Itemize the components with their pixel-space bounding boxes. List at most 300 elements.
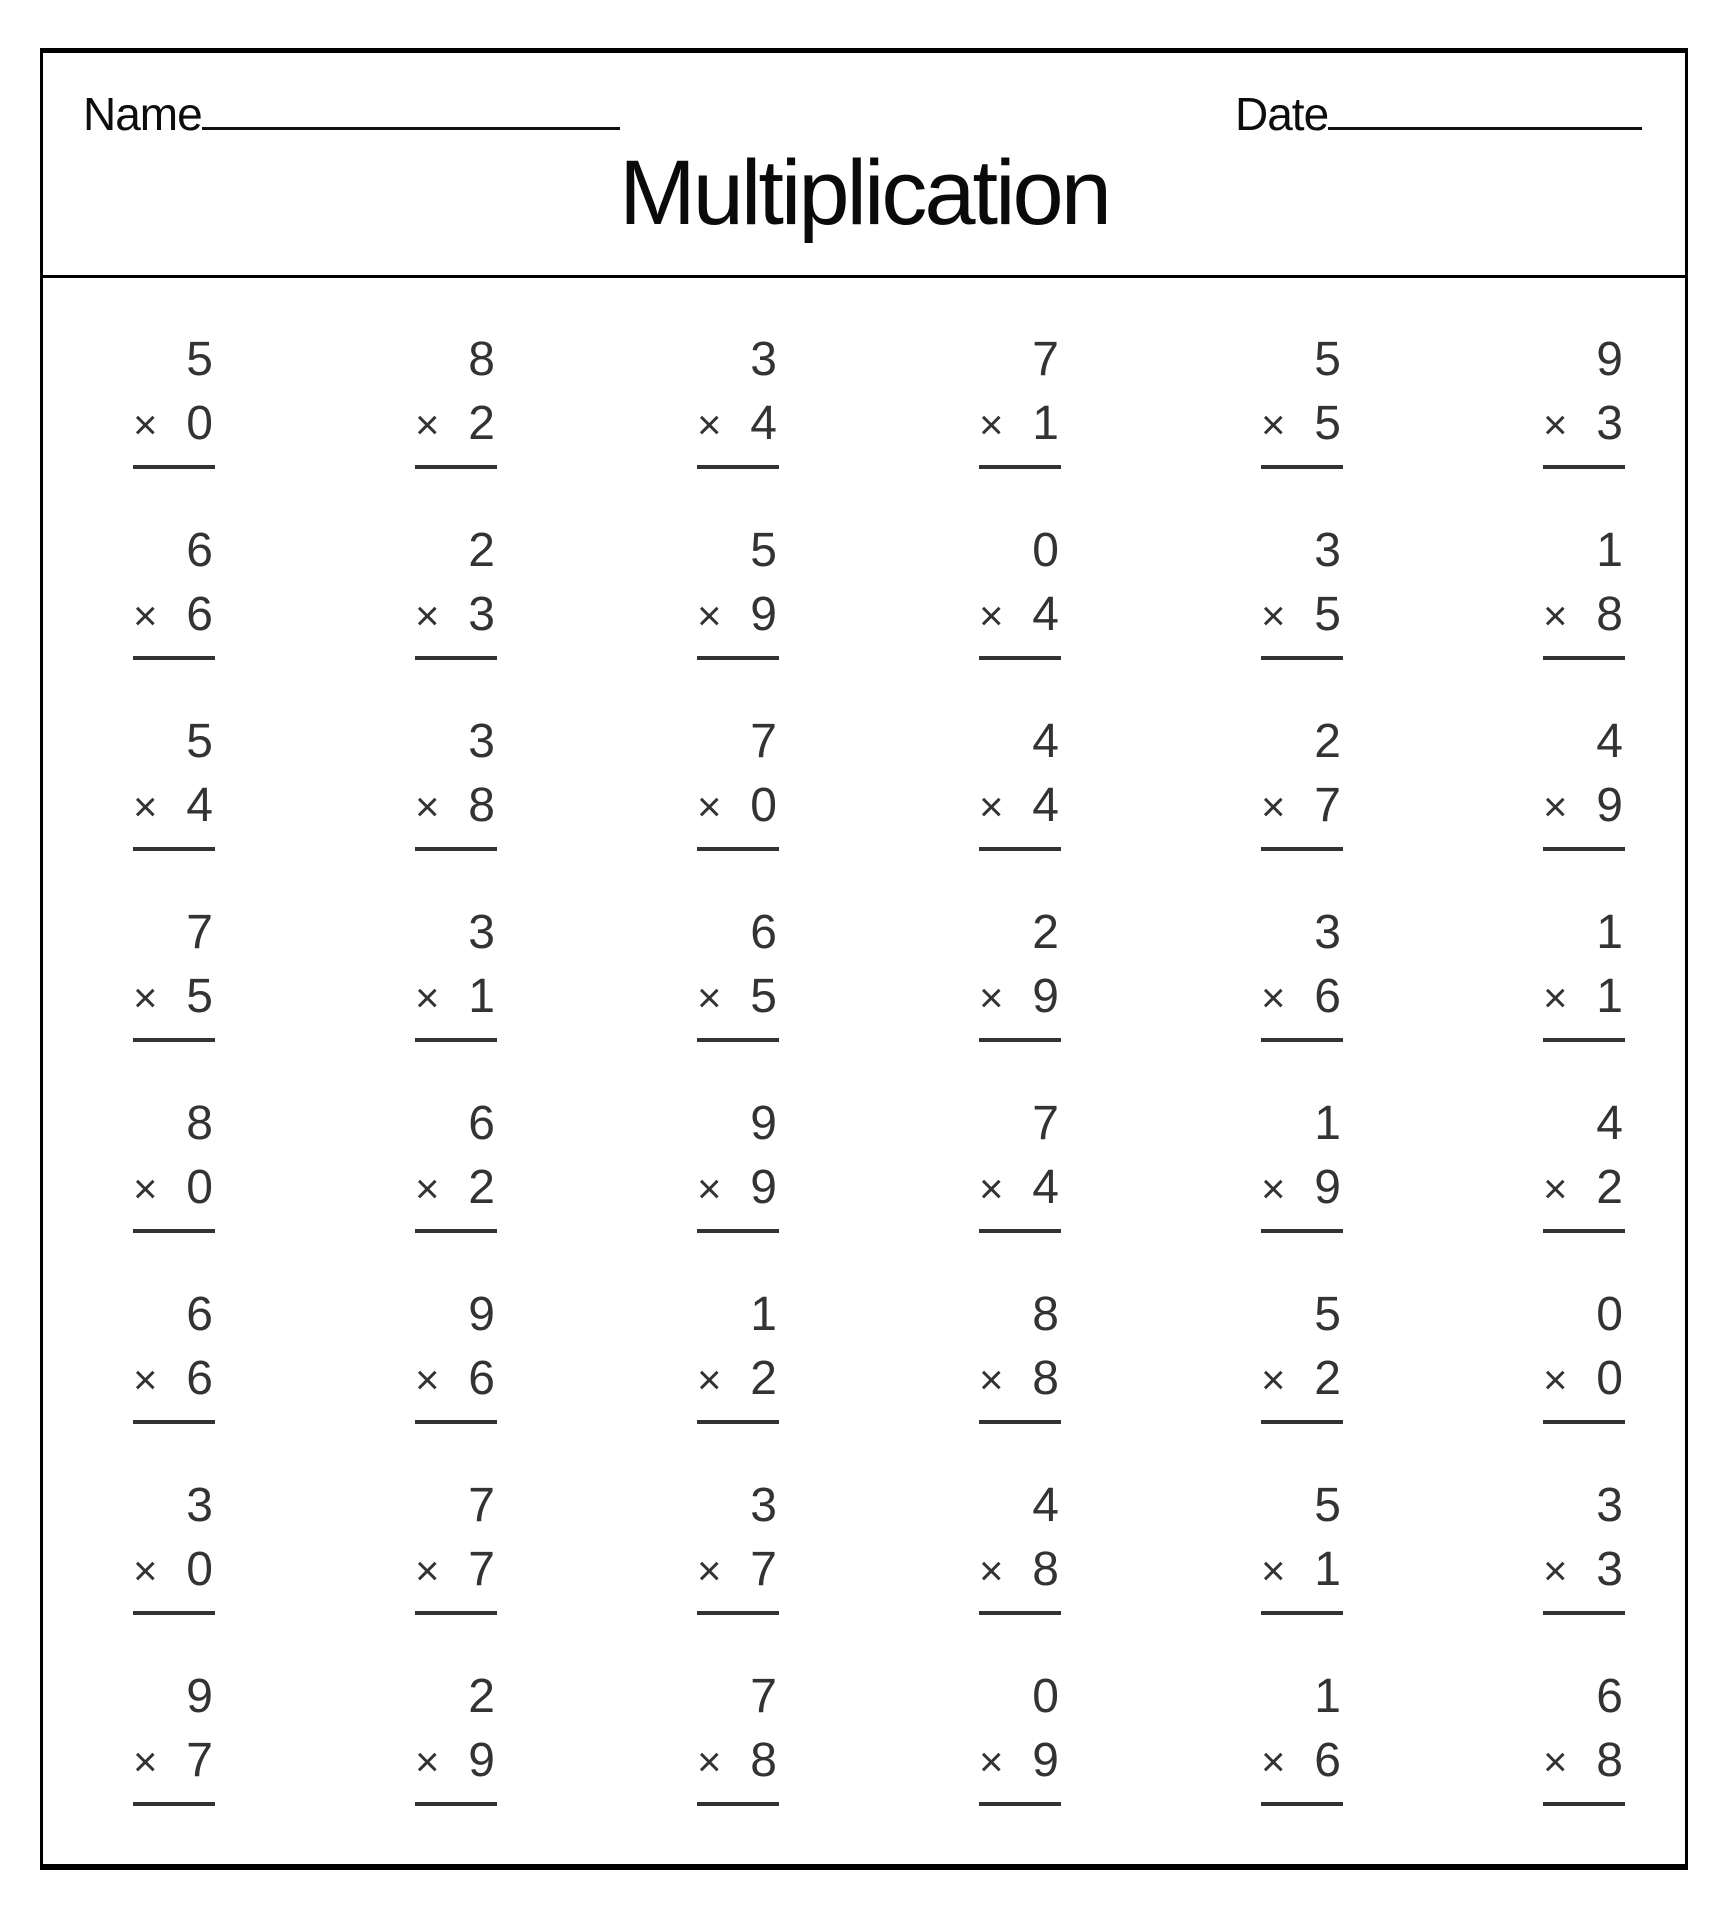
multiplier-row <box>1261 1156 1343 1221</box>
multiplier: 4 <box>1032 779 1059 832</box>
multiplicand: 0 <box>1032 1670 1059 1723</box>
multiply-icon: × <box>1543 401 1568 448</box>
multiply-icon: × <box>415 974 440 1021</box>
multiplier: 9 <box>750 588 777 641</box>
multiply-icon: × <box>415 783 440 830</box>
multiplier-row <box>133 774 215 839</box>
multiplicand: 7 <box>186 906 213 959</box>
problem-cell-30 <box>1443 1042 1725 1233</box>
multiplicand: 1 <box>1596 524 1623 577</box>
multiplication-problem <box>415 328 497 469</box>
multiplier: 8 <box>468 779 495 832</box>
problem-cell-11 <box>1161 469 1443 660</box>
multiply-icon: × <box>1261 401 1286 448</box>
multiply-icon: × <box>1543 592 1568 639</box>
multiplier-row <box>133 1347 215 1412</box>
multiplication-problem <box>1543 519 1625 660</box>
multiply-icon: × <box>979 592 1004 639</box>
multiplier: 4 <box>1032 1161 1059 1214</box>
multiplication-problem <box>697 901 779 1042</box>
multiplicand: 7 <box>750 1670 777 1723</box>
multiplicand: 9 <box>1596 333 1623 386</box>
multiplicand: 4 <box>1032 1479 1059 1532</box>
multiplier: 8 <box>750 1734 777 1787</box>
multiply-icon: × <box>1261 592 1286 639</box>
multiplier-row <box>979 1729 1061 1794</box>
multiplier: 2 <box>468 397 495 450</box>
multiply-icon: × <box>415 1165 440 1212</box>
multiplier-row <box>1543 774 1625 839</box>
multiplier-row <box>697 583 779 648</box>
multiplier: 2 <box>750 1352 777 1405</box>
multiplier: 5 <box>750 970 777 1023</box>
multiplication-problem <box>1261 1665 1343 1806</box>
multiplier: 6 <box>1314 1734 1341 1787</box>
multiply-icon: × <box>133 1356 158 1403</box>
multiplicand: 8 <box>1032 1288 1059 1341</box>
multiplier: 0 <box>186 1543 213 1596</box>
multiplicand: 1 <box>1314 1670 1341 1723</box>
multiply-icon: × <box>979 1738 1004 1785</box>
multiplicand: 4 <box>1596 715 1623 768</box>
multiplicand: 2 <box>1314 715 1341 768</box>
multiplication-problem <box>697 328 779 469</box>
problem-cell-13 <box>33 660 315 851</box>
multiplier-row <box>133 1538 215 1603</box>
multiplicand: 7 <box>1032 1097 1059 1150</box>
multiplier: 6 <box>1314 970 1341 1023</box>
multiply-icon: × <box>133 1547 158 1594</box>
problem-cell-24 <box>1443 851 1725 1042</box>
multiplicand: 5 <box>186 715 213 768</box>
multiplication-problem <box>1261 1092 1343 1233</box>
multiplier-row <box>697 1538 779 1603</box>
multiplication-problem <box>1261 901 1343 1042</box>
problem-cell-32 <box>315 1233 597 1424</box>
multiplier: 8 <box>1032 1352 1059 1405</box>
multiply-icon: × <box>1543 1356 1568 1403</box>
problem-cell-37 <box>33 1424 315 1615</box>
multiply-icon: × <box>1543 783 1568 830</box>
multiplication-problem <box>1543 328 1625 469</box>
multiplier: 0 <box>1596 1352 1623 1405</box>
multiplier-row <box>697 965 779 1030</box>
problem-cell-21 <box>597 851 879 1042</box>
multiply-icon: × <box>979 1165 1004 1212</box>
multiplication-problem <box>979 1283 1061 1424</box>
multiplier: 2 <box>1596 1161 1623 1214</box>
multiply-icon: × <box>979 401 1004 448</box>
multiplication-problem <box>415 1474 497 1615</box>
problem-cell-36 <box>1443 1233 1725 1424</box>
multiplication-problem <box>1261 1283 1343 1424</box>
problem-cell-9 <box>597 469 879 660</box>
multiplication-problem <box>697 1665 779 1806</box>
problem-cell-42 <box>1443 1424 1725 1615</box>
problem-cell-4 <box>879 278 1161 469</box>
multiplication-problem <box>415 1665 497 1806</box>
multiply-icon: × <box>133 592 158 639</box>
multiplication-problem <box>133 1665 215 1806</box>
multiplication-problem <box>697 710 779 851</box>
multiplicand: 6 <box>468 1097 495 1150</box>
multiplier: 6 <box>186 588 213 641</box>
multiplier-row <box>979 392 1061 457</box>
multiplication-problem <box>133 1474 215 1615</box>
problem-cell-15 <box>597 660 879 851</box>
multiplicand: 5 <box>186 333 213 386</box>
multiplication-problem <box>415 901 497 1042</box>
multiplier: 8 <box>1596 1734 1623 1787</box>
multiplication-problem <box>979 519 1061 660</box>
multiplicand: 3 <box>468 715 495 768</box>
multiplication-problem <box>1261 328 1343 469</box>
multiply-icon: × <box>697 1356 722 1403</box>
problems-grid <box>33 278 1725 1806</box>
multiply-icon: × <box>1543 1165 1568 1212</box>
problem-cell-17 <box>1161 660 1443 851</box>
date-label: Date <box>1235 88 1329 140</box>
multiply-icon: × <box>1543 1547 1568 1594</box>
multiplier: 9 <box>1032 1734 1059 1787</box>
multiplicand: 3 <box>1314 906 1341 959</box>
multiplier-row <box>1261 965 1343 1030</box>
multiplier-row <box>1543 1347 1625 1412</box>
problem-cell-40 <box>879 1424 1161 1615</box>
multiplier-row <box>1543 1729 1625 1794</box>
problem-cell-31 <box>33 1233 315 1424</box>
multiplier: 9 <box>1314 1161 1341 1214</box>
multiplicand: 5 <box>1314 1288 1341 1341</box>
multiplicand: 3 <box>468 906 495 959</box>
multiplier: 3 <box>1596 397 1623 450</box>
multiplier: 1 <box>1596 970 1623 1023</box>
problem-cell-10 <box>879 469 1161 660</box>
multiplicand: 1 <box>750 1288 777 1341</box>
multiplier-row <box>979 965 1061 1030</box>
multiplier: 1 <box>468 970 495 1023</box>
multiplicand: 6 <box>186 1288 213 1341</box>
multiplicand: 7 <box>1032 333 1059 386</box>
multiplier-row <box>415 583 497 648</box>
problem-cell-2 <box>315 278 597 469</box>
multiplier-row <box>1261 1538 1343 1603</box>
problem-cell-26 <box>315 1042 597 1233</box>
multiplier: 4 <box>1032 588 1059 641</box>
problem-cell-45 <box>597 1615 879 1806</box>
problem-cell-28 <box>879 1042 1161 1233</box>
multiply-icon: × <box>979 1356 1004 1403</box>
multiplication-problem <box>415 1092 497 1233</box>
multiplicand: 3 <box>186 1479 213 1532</box>
problem-cell-1 <box>33 278 315 469</box>
multiply-icon: × <box>415 592 440 639</box>
answer-line <box>415 1802 497 1806</box>
multiply-icon: × <box>415 1547 440 1594</box>
multiplicand: 3 <box>750 1479 777 1532</box>
multiplier: 4 <box>186 779 213 832</box>
multiplication-problem <box>1261 519 1343 660</box>
multiplier: 7 <box>1314 779 1341 832</box>
multiplier-row <box>415 392 497 457</box>
multiply-icon: × <box>979 1547 1004 1594</box>
multiplier-row <box>415 774 497 839</box>
answer-line <box>1543 1802 1625 1806</box>
problem-cell-39 <box>597 1424 879 1615</box>
multiplier-row <box>1261 1347 1343 1412</box>
multiplier: 5 <box>1314 588 1341 641</box>
multiplication-problem <box>979 710 1061 851</box>
multiplier: 7 <box>468 1543 495 1596</box>
multiplication-problem <box>133 328 215 469</box>
multiplication-problem <box>1261 1474 1343 1615</box>
multiplication-problem <box>415 1283 497 1424</box>
multiplier-row <box>415 965 497 1030</box>
multiplier: 1 <box>1314 1543 1341 1596</box>
multiplicand: 4 <box>1596 1097 1623 1150</box>
multiply-icon: × <box>697 974 722 1021</box>
answer-line <box>697 1802 779 1806</box>
date-blank-line <box>1328 127 1642 130</box>
multiplicand: 8 <box>186 1097 213 1150</box>
multiplication-problem <box>979 901 1061 1042</box>
problem-cell-18 <box>1443 660 1725 851</box>
multiplier: 3 <box>1596 1543 1623 1596</box>
multiplier-row <box>1543 965 1625 1030</box>
multiplier-row <box>979 774 1061 839</box>
problem-cell-14 <box>315 660 597 851</box>
multiply-icon: × <box>697 1547 722 1594</box>
multiply-icon: × <box>1543 1738 1568 1785</box>
multiplication-problem <box>415 710 497 851</box>
multiplier: 9 <box>1596 779 1623 832</box>
multiplier: 2 <box>1314 1352 1341 1405</box>
multiplier-row <box>979 583 1061 648</box>
multiplier: 7 <box>186 1734 213 1787</box>
multiplicand: 5 <box>1314 1479 1341 1532</box>
multiplication-problem <box>1543 901 1625 1042</box>
multiplicand: 7 <box>750 715 777 768</box>
multiply-icon: × <box>133 974 158 1021</box>
multiplicand: 3 <box>1596 1479 1623 1532</box>
multiplication-problem <box>1543 1665 1625 1806</box>
multiplier: 5 <box>1314 397 1341 450</box>
multiplication-problem <box>697 1092 779 1233</box>
multiplier-row <box>133 392 215 457</box>
multiplier-row <box>133 583 215 648</box>
problem-cell-19 <box>33 851 315 1042</box>
multiplicand: 6 <box>750 906 777 959</box>
problem-cell-41 <box>1161 1424 1443 1615</box>
multiplier-row <box>697 1347 779 1412</box>
multiply-icon: × <box>1543 974 1568 1021</box>
problem-cell-46 <box>879 1615 1161 1806</box>
multiplier-row <box>133 1156 215 1221</box>
problem-cell-12 <box>1443 469 1725 660</box>
multiplication-problem <box>1543 1283 1625 1424</box>
multiplier-row <box>1543 1156 1625 1221</box>
multiply-icon: × <box>1261 1356 1286 1403</box>
name-label: Name <box>83 88 202 140</box>
multiplication-problem <box>979 1092 1061 1233</box>
multiply-icon: × <box>133 783 158 830</box>
multiplication-problem <box>697 519 779 660</box>
worksheet-page <box>40 48 1688 1870</box>
problem-cell-43 <box>33 1615 315 1806</box>
multiplication-problem <box>697 1474 779 1615</box>
multiplier: 9 <box>1032 970 1059 1023</box>
multiplier-row <box>1261 774 1343 839</box>
multiply-icon: × <box>1261 1165 1286 1212</box>
multiplicand: 2 <box>1032 906 1059 959</box>
multiplier: 2 <box>468 1161 495 1214</box>
multiplier: 3 <box>468 588 495 641</box>
multiplicand: 7 <box>468 1479 495 1532</box>
multiplier-row <box>1261 583 1343 648</box>
name-blank-line <box>202 127 620 130</box>
problem-cell-34 <box>879 1233 1161 1424</box>
multiplier-row <box>979 1156 1061 1221</box>
problem-cell-8 <box>315 469 597 660</box>
multiplicand: 6 <box>186 524 213 577</box>
multiply-icon: × <box>1261 1738 1286 1785</box>
multiplier-row <box>1543 392 1625 457</box>
multiply-icon: × <box>415 1356 440 1403</box>
multiply-icon: × <box>697 1165 722 1212</box>
multiplicand: 5 <box>1314 333 1341 386</box>
multiplier-row <box>979 1538 1061 1603</box>
multiplier: 4 <box>750 397 777 450</box>
multiplicand: 1 <box>1314 1097 1341 1150</box>
multiplier-row <box>415 1347 497 1412</box>
answer-line <box>979 1802 1061 1806</box>
multiplicand: 6 <box>1596 1670 1623 1723</box>
multiplicand: 1 <box>1596 906 1623 959</box>
multiplier-row <box>133 1729 215 1794</box>
multiplication-problem <box>1543 710 1625 851</box>
multiplicand: 2 <box>468 524 495 577</box>
multiply-icon: × <box>697 592 722 639</box>
multiplication-problem <box>133 710 215 851</box>
multiplier-row <box>697 1729 779 1794</box>
problem-cell-27 <box>597 1042 879 1233</box>
problem-cell-6 <box>1443 278 1725 469</box>
multiplier: 8 <box>1032 1543 1059 1596</box>
problem-cell-22 <box>879 851 1161 1042</box>
multiplicand: 8 <box>468 333 495 386</box>
multiplier-row <box>697 392 779 457</box>
problem-cell-35 <box>1161 1233 1443 1424</box>
multiplier-row <box>1543 1538 1625 1603</box>
problem-cell-7 <box>33 469 315 660</box>
multiplication-problem <box>979 328 1061 469</box>
multiplier: 0 <box>750 779 777 832</box>
multiplier: 0 <box>186 1161 213 1214</box>
multiplier-row <box>415 1729 497 1794</box>
multiply-icon: × <box>415 401 440 448</box>
multiply-icon: × <box>979 974 1004 1021</box>
multiplier-row <box>697 1156 779 1221</box>
multiplication-problem <box>979 1474 1061 1615</box>
multiplicand: 0 <box>1596 1288 1623 1341</box>
multiplier: 6 <box>186 1352 213 1405</box>
multiplicand: 5 <box>750 524 777 577</box>
multiplication-problem <box>979 1665 1061 1806</box>
problem-cell-33 <box>597 1233 879 1424</box>
problem-cell-23 <box>1161 851 1443 1042</box>
multiplicand: 3 <box>750 333 777 386</box>
multiply-icon: × <box>1261 1547 1286 1594</box>
multiplicand: 2 <box>468 1670 495 1723</box>
multiply-icon: × <box>133 1165 158 1212</box>
multiplier: 1 <box>1032 397 1059 450</box>
multiplier-row <box>133 965 215 1030</box>
multiplier: 9 <box>750 1161 777 1214</box>
multiply-icon: × <box>697 401 722 448</box>
multiplicand: 9 <box>186 1670 213 1723</box>
multiply-icon: × <box>133 401 158 448</box>
multiply-icon: × <box>697 1738 722 1785</box>
answer-line <box>1261 1802 1343 1806</box>
multiplication-problem <box>415 519 497 660</box>
problem-cell-48 <box>1443 1615 1725 1806</box>
problem-cell-16 <box>879 660 1161 851</box>
multiply-icon: × <box>1261 783 1286 830</box>
problem-cell-5 <box>1161 278 1443 469</box>
problem-cell-29 <box>1161 1042 1443 1233</box>
multiplier: 0 <box>186 397 213 450</box>
problem-cell-20 <box>315 851 597 1042</box>
multiply-icon: × <box>133 1738 158 1785</box>
multiplier: 9 <box>468 1734 495 1787</box>
multiplicand: 9 <box>750 1097 777 1150</box>
multiplicand: 9 <box>468 1288 495 1341</box>
multiplier-row <box>979 1347 1061 1412</box>
multiplier-row <box>1261 392 1343 457</box>
date-field-group <box>1235 87 1642 141</box>
multiply-icon: × <box>697 783 722 830</box>
multiply-icon: × <box>415 1738 440 1785</box>
multiplication-problem <box>133 1283 215 1424</box>
multiply-icon: × <box>979 783 1004 830</box>
problem-cell-47 <box>1161 1615 1443 1806</box>
multiplication-problem <box>133 1092 215 1233</box>
multiplier-row <box>415 1538 497 1603</box>
multiplier: 5 <box>186 970 213 1023</box>
answer-line <box>133 1802 215 1806</box>
multiplication-problem <box>1261 710 1343 851</box>
multiplication-problem <box>697 1283 779 1424</box>
multiplier-row <box>415 1156 497 1221</box>
multiply-icon: × <box>1261 974 1286 1021</box>
problem-cell-44 <box>315 1615 597 1806</box>
multiplier: 7 <box>750 1543 777 1596</box>
multiplier-row <box>697 774 779 839</box>
multiplication-problem <box>133 519 215 660</box>
page-title: Multiplication <box>619 142 1109 244</box>
multiplicand: 0 <box>1032 524 1059 577</box>
problem-cell-3 <box>597 278 879 469</box>
multiplicand: 4 <box>1032 715 1059 768</box>
multiplicand: 3 <box>1314 524 1341 577</box>
name-field-group <box>83 87 620 141</box>
multiplication-problem <box>1543 1092 1625 1233</box>
multiplication-problem <box>1543 1474 1625 1615</box>
problem-cell-38 <box>315 1424 597 1615</box>
problem-cell-25 <box>33 1042 315 1233</box>
multiplier-row <box>1543 583 1625 648</box>
multiplier-row <box>1261 1729 1343 1794</box>
